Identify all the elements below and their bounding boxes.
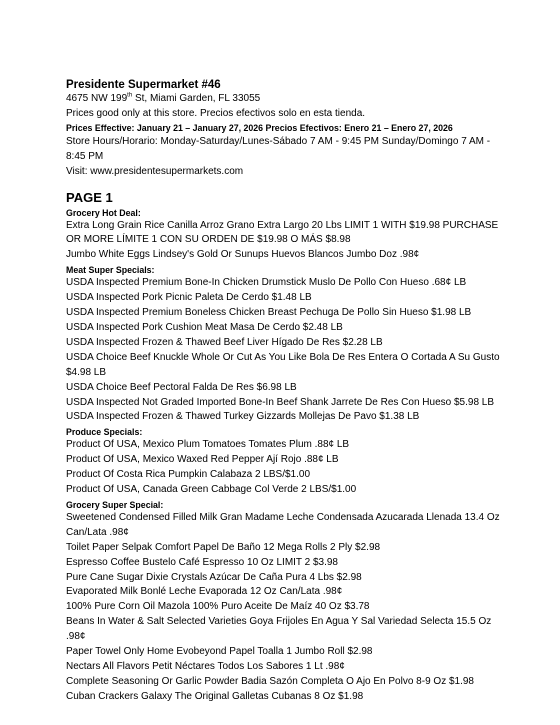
deal-item: USDA Inspected Premium Bone-In Chicken Drumstick Muslo De Pollo Con Hueso .68¢ LB <box>66 277 467 289</box>
deal-sections <box>66 207 530 705</box>
deal-item: Beans In Water & Salt Selected Varieties Goya Frijoles En Agua Y Sal Variedad Selecta 15.5 Oz <box>66 616 492 628</box>
deal-section <box>66 499 530 705</box>
store-name: Presidente Supermarket #46 <box>66 79 221 91</box>
deal-item: USDA Choice Beef Pectoral Falda De Res $6.98 LB <box>66 381 297 393</box>
page-title: PAGE 1 <box>66 189 113 205</box>
deal-item: USDA Choice Beef Knuckle Whole Or Cut As You Like Bola De Res Entera O Cortada A Su Gusto <box>66 351 500 363</box>
deal-item: Paper Towel Only Home Evobeyond Papel Toalla 1 Jumbo Roll $2.98 <box>66 646 373 658</box>
section-heading: Produce Specials: <box>66 427 143 438</box>
deal-item: USDA Inspected Frozen & Thawed Beef Liver Hígado De Res $2.28 LB <box>66 336 383 348</box>
deal-item: Product Of USA, Canada Green Cabbage Col Verde 2 LBS/$1.00 <box>66 484 357 496</box>
deal-item: Espresso Coffee Bustelo Café Espresso 10 Oz LIMIT 2 $3.98 <box>66 556 338 568</box>
deal-item: Can/Lata .98¢ <box>66 526 129 538</box>
prices-effective: Prices Effective: January 21 – January 27, 2026 Precios Efectivos: Enero 21 – Enero 27, 2026 <box>66 122 453 133</box>
deal-section <box>66 264 530 425</box>
address-rest: St, Miami Garden, FL 33055 <box>132 93 261 104</box>
deal-item: $4.98 LB <box>66 366 107 378</box>
deal-item: Product Of USA, Mexico Plum Tomatoes Tomates Plum .88¢ LB <box>66 439 350 451</box>
deal-item: Extra Long Grain Rice Canilla Arroz Grano Extra Largo 20 Lbs LIMIT 1 WITH $19.98 PURCHASE <box>66 219 499 231</box>
deal-item: USDA Inspected Not Graded Imported Bone-In Beef Shank Jarrete De Res Con Hueso $5.98 LB <box>66 396 495 408</box>
deal-item: USDA Inspected Pork Cushion Meat Masa De Cerdo $2.48 LB <box>66 321 343 333</box>
deal-item: Cuban Crackers Galaxy The Original Galletas Cubanas 8 Oz $1.98 <box>66 690 364 702</box>
deal-item: Jumbo White Eggs Lindsey's Gold Or Sunups Huevos Blancos Jumbo Doz .98¢ <box>66 249 420 261</box>
deal-item: Product Of USA, Mexico Waxed Red Pepper Ají Rojo .88¢ LB <box>66 454 339 466</box>
prices-note: Prices good only at this store. Precios efectivos solo en esta tienda. <box>66 107 366 119</box>
section-heading: Meat Super Specials: <box>66 265 155 276</box>
address-number: 4675 NW 199 <box>66 93 128 104</box>
deal-section <box>66 207 530 264</box>
deal-item: OR MORE LÍMITE 1 CON SU ORDEN DE $19.98 O MÁS $8.98 <box>66 234 351 246</box>
deal-item: .98¢ <box>66 631 86 643</box>
deal-item: USDA Inspected Premium Boneless Chicken Breast Pechuga De Pollo Sin Hueso $1.98 LB <box>66 307 472 319</box>
deal-item: Pure Cane Sugar Dixie Crystals Azúcar De Caña Pura 4 Lbs $2.98 <box>66 571 362 583</box>
address-superscript: th <box>127 92 133 99</box>
deal-item: USDA Inspected Pork Picnic Paleta De Cerdo $1.48 LB <box>66 292 312 304</box>
section-heading: Grocery Hot Deal: <box>66 207 141 218</box>
deal-item: USDA Inspected Frozen & Thawed Turkey Gizzards Mollejas De Pavo $1.38 LB <box>66 411 420 423</box>
deal-item: 100% Pure Corn Oil Mazola 100% Puro Aceite De Maíz 40 Oz $3.78 <box>66 601 370 613</box>
store-website: Visit: www.presidentesupermarkets.com <box>66 165 244 177</box>
store-hours-line-2: 8:45 PM <box>66 150 104 162</box>
deal-section <box>66 426 530 498</box>
deal-item: Sweetened Condensed Filled Milk Gran Madame Leche Condensada Azucarada Llenada 13.4 Oz <box>66 511 500 523</box>
store-address <box>66 92 530 107</box>
deal-item: Complete Seasoning Or Garlic Powder Badia Sazón Completa O Ajo En Polvo 8-9 Oz $1.98 <box>66 675 474 687</box>
deal-item: Evaporated Milk Bonlé Leche Evaporada 12 Oz Can/Lata .98¢ <box>66 586 343 598</box>
deal-item: Toilet Paper Selpak Comfort Papel De Baño 12 Mega Rolls 2 Ply $2.98 <box>66 541 381 553</box>
store-hours-line-1: Store Hours/Horario: Monday-Saturday/Lunes-Sábado 7 AM - 9:45 PM Sunday/Domingo 7 AM - <box>66 135 491 147</box>
deal-item: Product Of Costa Rica Pumpkin Calabaza 2 LBS/$1.00 <box>66 469 311 481</box>
deal-item: Nectars All Flavors Petit Néctares Todos Los Sabores 1 Lt .98¢ <box>66 661 345 672</box>
section-heading: Grocery Super Special: <box>66 499 164 510</box>
